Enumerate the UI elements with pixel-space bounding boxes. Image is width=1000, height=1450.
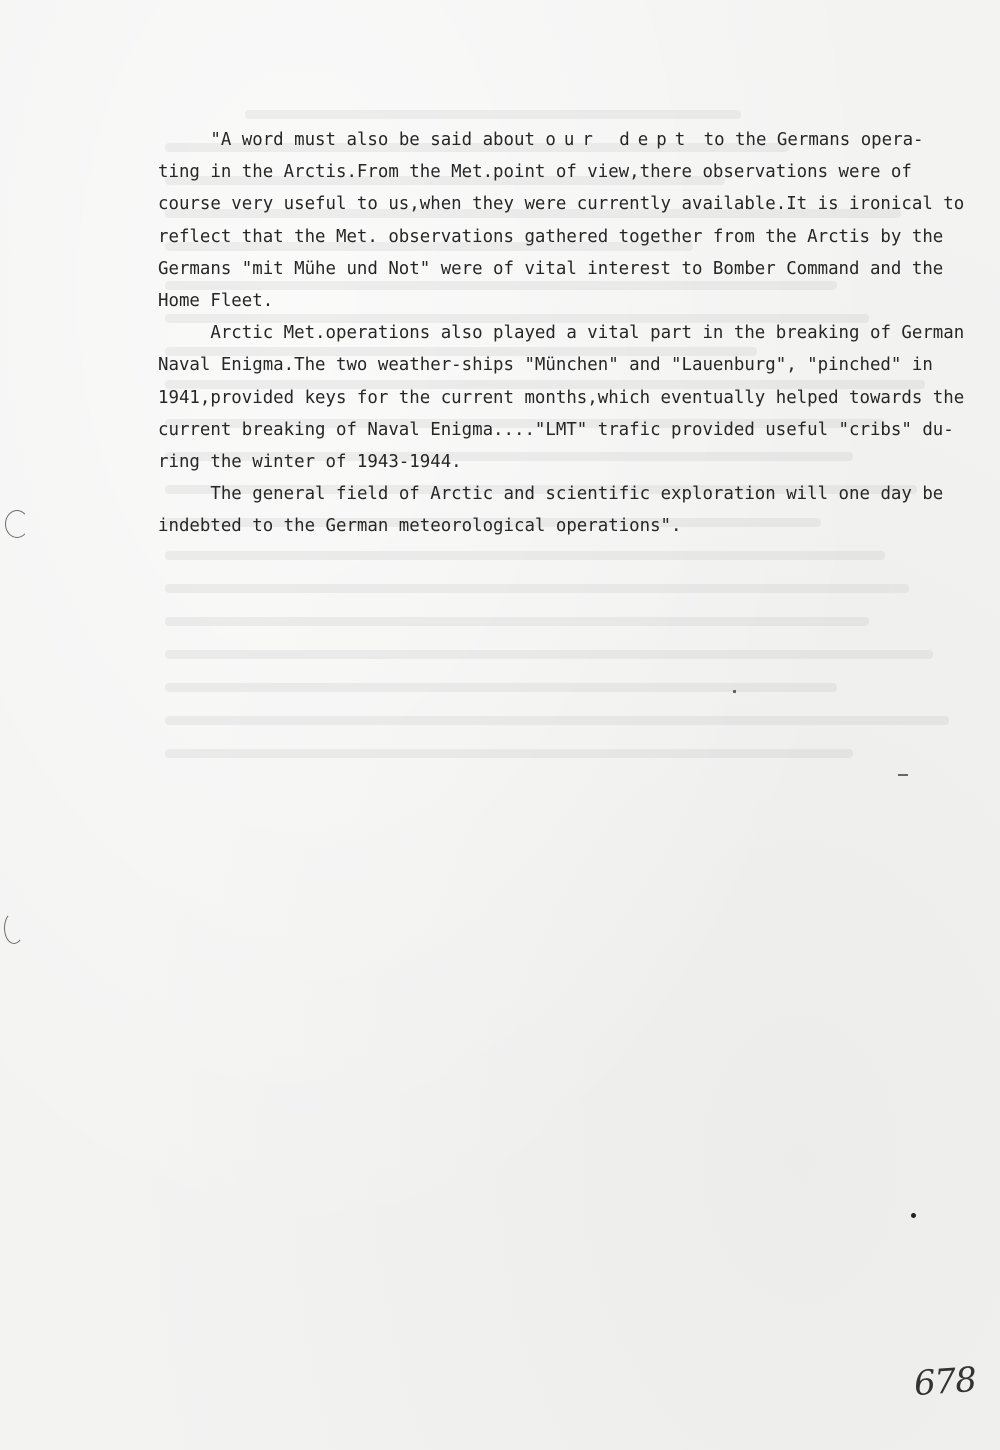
- text-line: Naval Enigma.The two weather-ships "München" and "Lauenburg", "pinched" in: [158, 355, 933, 376]
- text-line: ring the winter of 1943-1944.: [158, 452, 462, 473]
- ink-mark: [898, 774, 908, 776]
- page-number: 678: [912, 1359, 978, 1405]
- punch-hole-mark: [4, 912, 24, 944]
- punch-hole-mark: [5, 510, 29, 538]
- ink-speck: [911, 1213, 916, 1218]
- text-line: current breaking of Naval Enigma...."LMT" trafic provided useful "cribs" du-: [158, 419, 954, 440]
- typed-text-body: [158, 124, 986, 543]
- text-line: reflect that the Met. observations gathered together from the Arctis by the: [158, 226, 944, 247]
- spaced-emphasis: our dept: [545, 130, 694, 150]
- text-line: course very useful to us,when they were currently available.It is ironical to: [158, 194, 965, 215]
- text-line: ting in the Arctis.From the Met.point of view,there observations were of: [158, 162, 912, 183]
- text-line: The general field of Arctic and scientific exploration will one day be: [210, 484, 944, 505]
- text-line: "A word must also be said about our dept to the Germans opera-: [210, 130, 924, 150]
- text-line: indebted to the German meteorological operations".: [158, 516, 682, 537]
- paragraph-3: [158, 478, 986, 542]
- paragraph-2: [158, 317, 986, 478]
- text-line: 1941,provided keys for the current months,which eventually helped towards the: [158, 387, 965, 408]
- ink-mark: [733, 690, 736, 693]
- paragraph-1: [158, 124, 986, 317]
- text-line: Arctic Met.operations also played a vital part in the breaking of German: [210, 323, 965, 344]
- text-line: Home Fleet.: [158, 291, 274, 312]
- text-line: Germans "mit Mühe und Not" were of vital interest to Bomber Command and the: [158, 258, 944, 279]
